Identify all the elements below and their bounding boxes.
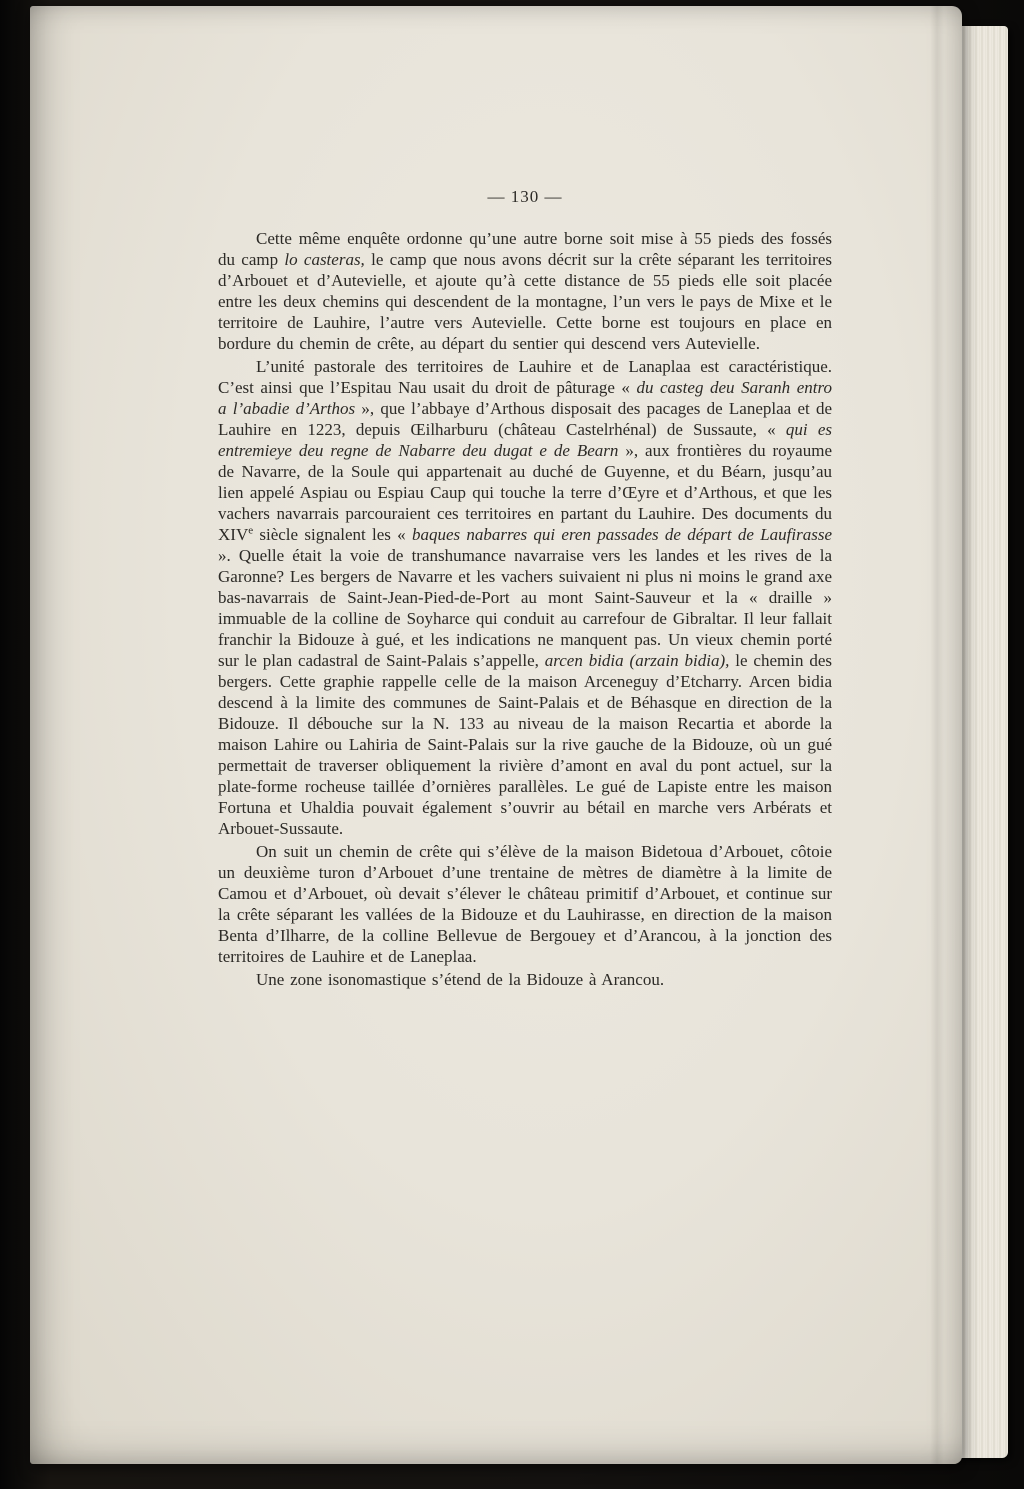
- body-text: le chemin des bergers. Cette graphie rappelle celle de la maison Arceneguy d’Etcharry. Arcen bidia descend à la limite des communes de Saint-Palais et de Béhasque en direction de la Bidouze. Il débouche sur la N. 133 au niveau de la maison Recartia et aborde la maison Lahire ou Lahiria de Saint-Palais sur la rive gauche de la Bidouze, où un gué permettait de traverser obliquement la rivière d’amont en aval du pont actuel, sur la plate-forme rocheuse taillée d’ornières parallèles. Le gué de Lapiste entre les maison Fortuna et Uhaldia pouvait également s’ouvrir au bétail en marche vers Arbérats et Arbouet-Sussaute.: [218, 651, 832, 838]
- body-text: siècle signalent les «: [253, 525, 412, 544]
- body-text: », que l’abbaye d’Arthous disposait des pacages de Laneplaa et de Lauhire en 1223, depuis Œilharburu (château Castelrhénal) de Sussaute, «: [218, 399, 832, 439]
- superscript-text: e: [248, 524, 254, 537]
- body-text: », aux frontières du royaume de Navarre, de la Soule qui appartenait au duché de Guyenne, et du Béarn, jusqu’au lien appelé Aspiau ou Espiau Caup qui touche la terre d’Œyre et d’Arthous, et que les vachers navarrais parcouraient ces territoires en partant du Lauhire. Des documents du XIV: [218, 441, 832, 544]
- body-text: On suit un chemin de crête qui s’élève de la maison Bidetoua d’Arbouet, côtoie un deuxième turon d’Arbouet d’une trentaine de mètres de diamètre à la limite de Camou et d’Arbouet, où devait s’élever le château primitif d’Arbouet, et continue sur la crête séparant les vallées de la Bidouze et du Lauhirasse, en direction de la maison Benta d’Ilharre, de la colline Bellevue de Bergouey et d’Arancou, à la jonction des territoires de Lauhire et de Laneplaa.: [218, 842, 832, 966]
- text-block: [218, 186, 832, 992]
- paragraph: [218, 841, 832, 967]
- page-crease: [930, 6, 944, 1464]
- body-text: Une zone isonomastique s’étend de la Bidouze à Arancou.: [256, 970, 665, 989]
- book-page: [30, 6, 962, 1464]
- italic-text: qui es entremieye deu regne de Nabarre deu dugat e de Bearn: [218, 420, 832, 460]
- body-text: Cette même enquête ordonne qu’une autre borne soit mise à 55 pieds des fossés du camp: [218, 229, 832, 269]
- italic-text: arcen bidia (arzain bidia),: [544, 651, 730, 670]
- page-number: — 130 —: [487, 187, 563, 206]
- italic-text: du casteg deu Saranh entro a l’abadie d’Arthos: [218, 378, 832, 418]
- body-text: ». Quelle était la voie de transhumance navarraise vers les landes et les rives de la Garonne? Les bergers de Navarre et les vachers suivaient ni plus ni moins le grand axe bas-navarrais de Saint-Jean-Pied-de-Port au mont Saint-Sauveur et la « draille » immuable de la colline de Soyharce qui conduit au carrefour de Gibraltar. Il leur fallait franchir la Bidouze à gué, et les indications ne manquent pas. Un vieux chemin porté sur le plan cadastral de Saint-Palais s’appelle,: [218, 546, 832, 670]
- paragraph: [218, 228, 832, 354]
- paragraph: [218, 356, 832, 839]
- italic-text: lo casteras,: [284, 250, 365, 269]
- paragraph: [218, 969, 832, 990]
- italic-text: baques nabarres qui eren passades de départ de Laufirasse: [411, 525, 832, 544]
- body-text: L’unité pastorale des territoires de Lauhire et de Lanaplaa est caractéristique. C’est ainsi que l’Espitau Nau usait du droit de pâturage «: [218, 357, 832, 397]
- body-text: le camp que nous avons décrit sur la crête séparant les territoires d’Arbouet et d’Autevielle, et ajoute qu’à cette distance de 55 pieds elle soit placée entre les deux chemins qui descendent de la montagne, l’un vers le pays de Mixe et le territoire de Lauhire, l’autre vers Autevielle. Cette borne est toujours en place en bordure du chemin de crête, au départ du sentier qui descend vers Autevielle.: [218, 250, 832, 353]
